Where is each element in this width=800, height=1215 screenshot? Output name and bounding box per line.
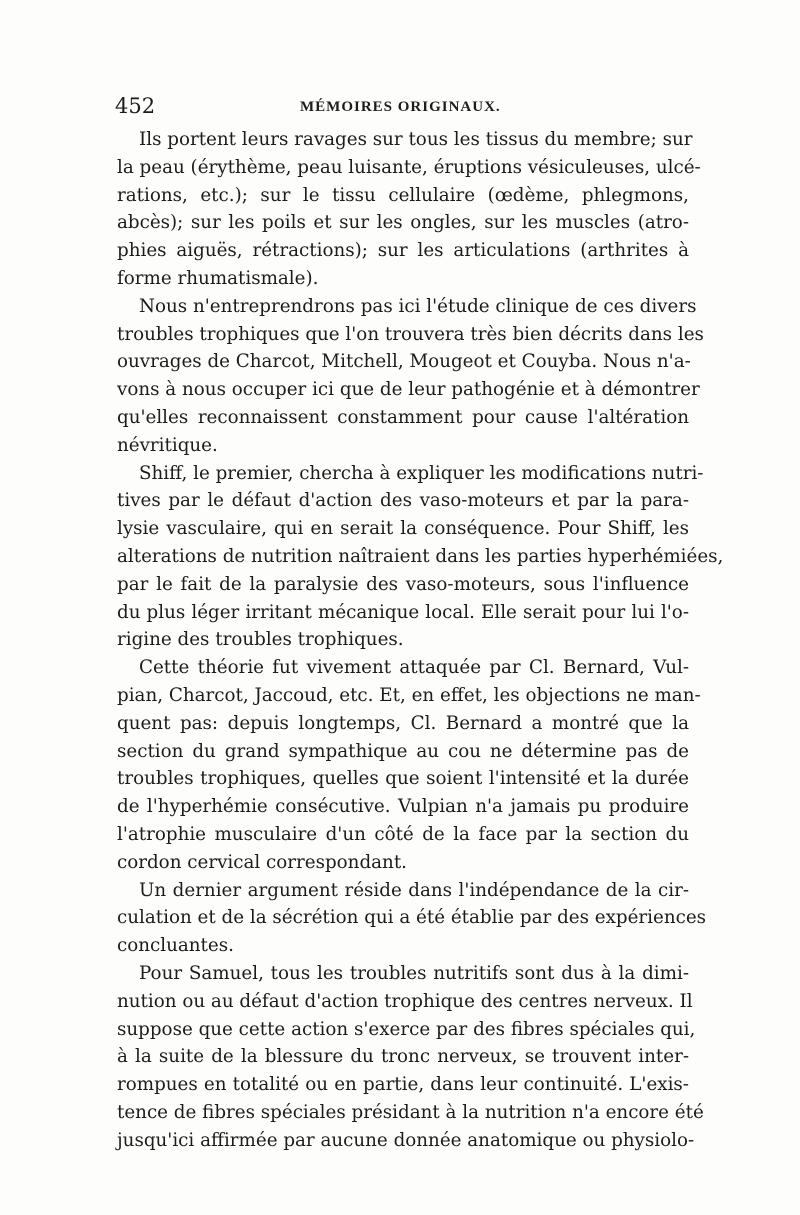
text-line: nution ou au défaut d'action trophique des centres nerveux. Il	[117, 990, 693, 1012]
text-line: ouvrages de Charcot, Mitchell, Mougeot et Couyba. Nous n'a-	[117, 351, 691, 373]
paragraph	[117, 293, 704, 460]
paragraph	[117, 877, 707, 960]
text-line: rompues en totalité ou en partie, dans leur continuité. L'exis-	[117, 1074, 689, 1096]
body-text	[117, 126, 724, 1154]
text-line: à la suite de la blessure du tronc nerveux, se trouvent inter-	[117, 1046, 689, 1068]
text-line: tives par le défaut d'action des vaso-moteurs et par la para-	[117, 490, 689, 512]
text-line: Pour Samuel, tous les troubles nutritifs sont dus à la dimi-	[139, 962, 689, 984]
text-line: troubles trophiques, quelles que soient l'intensité et la durée	[117, 768, 689, 790]
text-line: cordon cervical correspondant.	[117, 851, 407, 873]
text-line: par le fait de la paralysie des vaso-moteurs, sous l'influence	[117, 573, 689, 595]
page-number: 452	[115, 94, 156, 118]
paragraph	[117, 460, 724, 655]
text-line: concluantes.	[117, 935, 234, 957]
text-line: tence de fibres spéciales présidant à la nutrition n'a encore été	[117, 1101, 704, 1123]
text-line: névritique.	[117, 434, 218, 456]
text-line: Nous n'entreprendrons pas ici l'étude clinique de ces divers	[139, 295, 697, 317]
text-line: jusqu'ici affirmée par aucune donnée anatomique ou physiolo-	[117, 1129, 695, 1151]
text-line: quent pas: depuis longtemps, Cl. Bernard a montré que la	[117, 712, 689, 734]
text-line: Un dernier argument réside dans l'indépendance de la cir-	[139, 879, 689, 901]
text-line: abcès); sur les poils et sur les ongles, sur les muscles (atro-	[117, 212, 689, 234]
text-line: Shiff, le premier, chercha à expliquer les modifications nutri-	[139, 462, 704, 484]
text-line: vons à nous occuper ici que de leur pathogénie et à démontrer	[117, 379, 700, 401]
text-line: forme rhumatismale).	[117, 267, 319, 289]
running-head	[115, 93, 687, 119]
text-line: de l'hyperhémie consécutive. Vulpian n'a jamais pu produire	[117, 796, 689, 818]
text-line: alterations de nutrition naîtraient dans les parties hyperhémiées,	[117, 545, 724, 567]
text-line: Cette théorie fut vivement attaquée par Cl. Bernard, Vul-	[139, 657, 689, 679]
text-line: Ils portent leurs ravages sur tous les tissus du membre; sur	[139, 129, 693, 150]
text-line: troubles trophiques que l'on trouvera très bien décrits dans les	[117, 323, 704, 345]
text-line: rigine des troubles trophiques.	[117, 629, 404, 651]
text-line: l'atrophie musculaire d'un côté de la face par la section du	[117, 823, 689, 845]
text-line: qu'elles reconnaissent constamment pour cause l'altération	[117, 406, 689, 428]
text-line: du plus léger irritant mécanique local. Elle serait pour lui l'o-	[117, 601, 689, 623]
text-line: lysie vasculaire, qui en serait la conséquence. Pour Shiff, les	[117, 518, 689, 540]
paragraph	[117, 654, 701, 876]
text-line: phies aiguës, rétractions); sur les articulations (arthrites à	[117, 240, 689, 262]
text-line: section du grand sympathique au cou ne détermine pas de	[117, 740, 689, 762]
text-line: rations, etc.); sur le tissu cellulaire (œdème, phlegmons,	[117, 184, 689, 206]
paragraph	[117, 960, 704, 1155]
text-line: pian, Charcot, Jaccoud, etc. Et, en effet, les objections ne man-	[117, 684, 701, 706]
text-line: suppose que cette action s'exerce par des fibres spéciales qui,	[117, 1018, 696, 1040]
text-line: culation et de la sécrétion qui a été établie par des expériences	[117, 907, 707, 929]
running-title: MÉMOIRES ORIGINAUX.	[300, 99, 501, 115]
text-line: la peau (érythème, peau luisante, éruptions vésiculeuses, ulcé-	[117, 156, 701, 178]
paragraph	[117, 126, 701, 293]
